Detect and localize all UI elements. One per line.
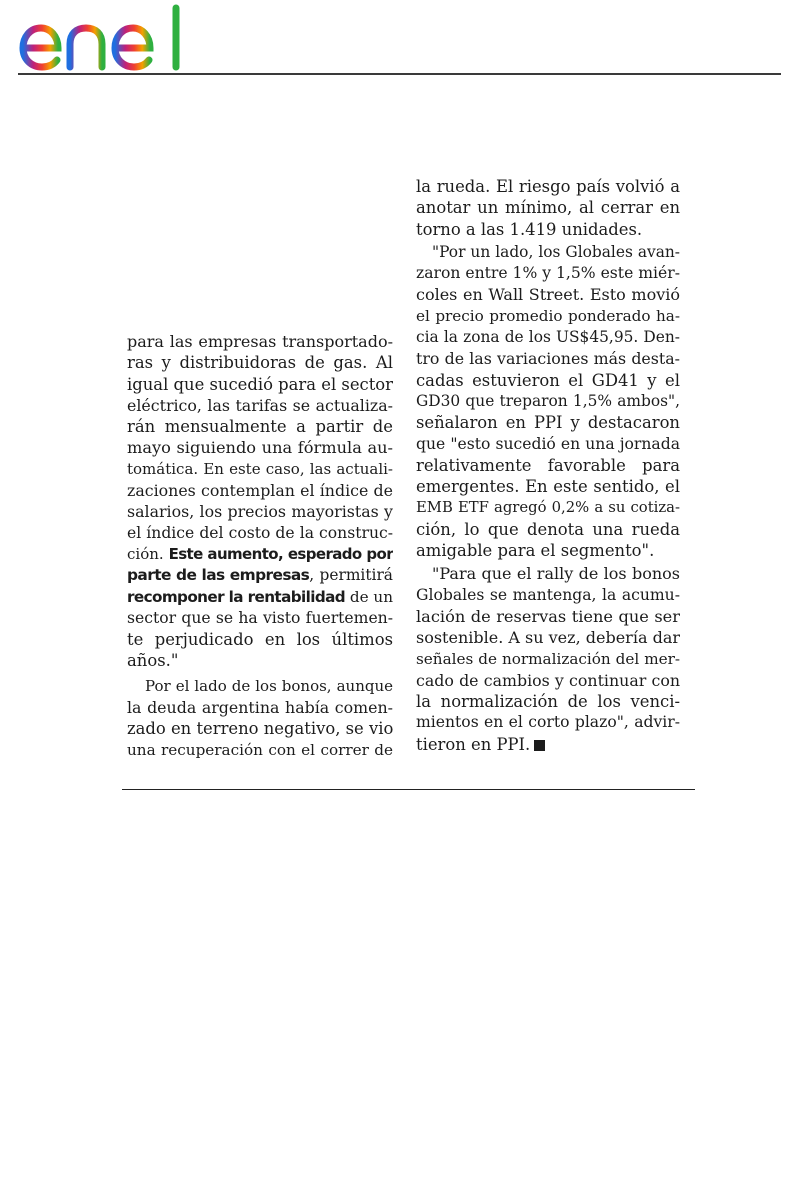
header-rule [18, 73, 781, 75]
text-line: la normalización de los venci- [416, 692, 680, 712]
text-line [416, 734, 680, 755]
text-line: coles en Wall Street. Esto movió [416, 285, 680, 305]
text-line: sector que se ha visto fuertemen- [127, 608, 393, 627]
bold-text: parte de las empresas [127, 566, 310, 585]
text-line [127, 544, 393, 565]
text-line: Por el lado de los bonos, aunque [145, 676, 393, 695]
bold-text: recomponer la rentabilidad [127, 587, 346, 606]
text-line: anotar un mínimo, al cerrar en [416, 198, 680, 218]
end-mark-icon [534, 740, 545, 751]
text-line: cado de cambios y continuar con [416, 670, 680, 690]
text-line: mientos en el corto plazo", advir- [416, 713, 680, 732]
text-line: GD30 que treparon 1,5% ambos", [416, 391, 680, 410]
text-line: señalaron en PPI y destacaron [416, 413, 680, 433]
text-line: la deuda argentina había comen- [127, 698, 393, 718]
text-line: zaciones contemplan el índice de [127, 481, 393, 501]
text-line: ción, lo que denota una rueda [416, 519, 680, 539]
text-line: para las empresas transportado- [127, 332, 393, 351]
text-line [127, 565, 393, 586]
text-line: igual que sucedió para el sector [127, 374, 393, 394]
text-line: relativamente favorable para [416, 455, 680, 475]
text-line: señales de normalización del mer- [416, 649, 680, 668]
text-line: EMB ETF agregó 0,2% a su cotiza- [416, 499, 680, 517]
text-line: salarios, los precios mayoristas y [127, 502, 393, 522]
text-line: "Por un lado, los Globales avan- [432, 242, 680, 261]
paragraph [416, 563, 680, 755]
text-line: emergentes. En este sentido, el [416, 477, 680, 497]
text-line: el precio promedio ponderado ha- [416, 306, 680, 325]
text-line: tomática. En este caso, las actuali- [127, 459, 393, 478]
paragraph [127, 676, 393, 761]
text-line: el índice del costo de la construc- [127, 523, 393, 542]
text-run: , permitirá [309, 566, 393, 585]
text-line: torno a las 1.419 unidades. [416, 219, 643, 239]
paragraph [416, 176, 680, 240]
text-line: cadas estuvieron el GD41 y el [416, 370, 680, 390]
article-right-column [416, 176, 680, 755]
text-line: Globales se mantenga, la acumu- [416, 585, 680, 604]
text-run: de un [345, 587, 393, 606]
text-line: "Para que el rally de los bonos [432, 564, 680, 584]
text-line: tro de las variaciones más desta- [416, 349, 680, 369]
text-line: te perjudicado en los últimos [127, 630, 393, 650]
text-line: rán mensualmente a partir de [127, 417, 393, 437]
text-line: zado en terreno negativo, se vio [127, 719, 393, 739]
text-run: ción. [127, 544, 169, 563]
paragraph [416, 242, 680, 561]
text-line: eléctrico, las tarifas se actualiza- [127, 395, 393, 415]
article-left-column [127, 331, 393, 761]
text-line: mayo siguiendo una fórmula au- [127, 438, 393, 458]
text-line: la rueda. El riesgo país volvió a [416, 177, 680, 196]
text-line: sostenible. A su vez, debería dar [416, 628, 680, 648]
text-line: años." [127, 651, 179, 671]
paragraph [127, 331, 393, 672]
text-line: ras y distribuidoras de gas. Al [127, 353, 393, 373]
bottom-rule [122, 789, 695, 790]
text-line: una recuperación con el correr de [127, 740, 393, 759]
text-line: que "esto sucedió en una jornada [416, 434, 680, 453]
text-line: zaron entre 1% y 1,5% este miér- [416, 264, 680, 283]
text-run: tieron en PPI. [416, 734, 531, 754]
text-line [127, 587, 393, 608]
enel-logo [18, 4, 193, 72]
text-line: cia la zona de los US$45,95. Den- [416, 328, 680, 347]
bold-text: Este aumento, esperado por [168, 544, 393, 563]
text-line: amigable para el segmento". [416, 541, 655, 561]
text-line: lación de reservas tiene que ser [416, 606, 680, 626]
